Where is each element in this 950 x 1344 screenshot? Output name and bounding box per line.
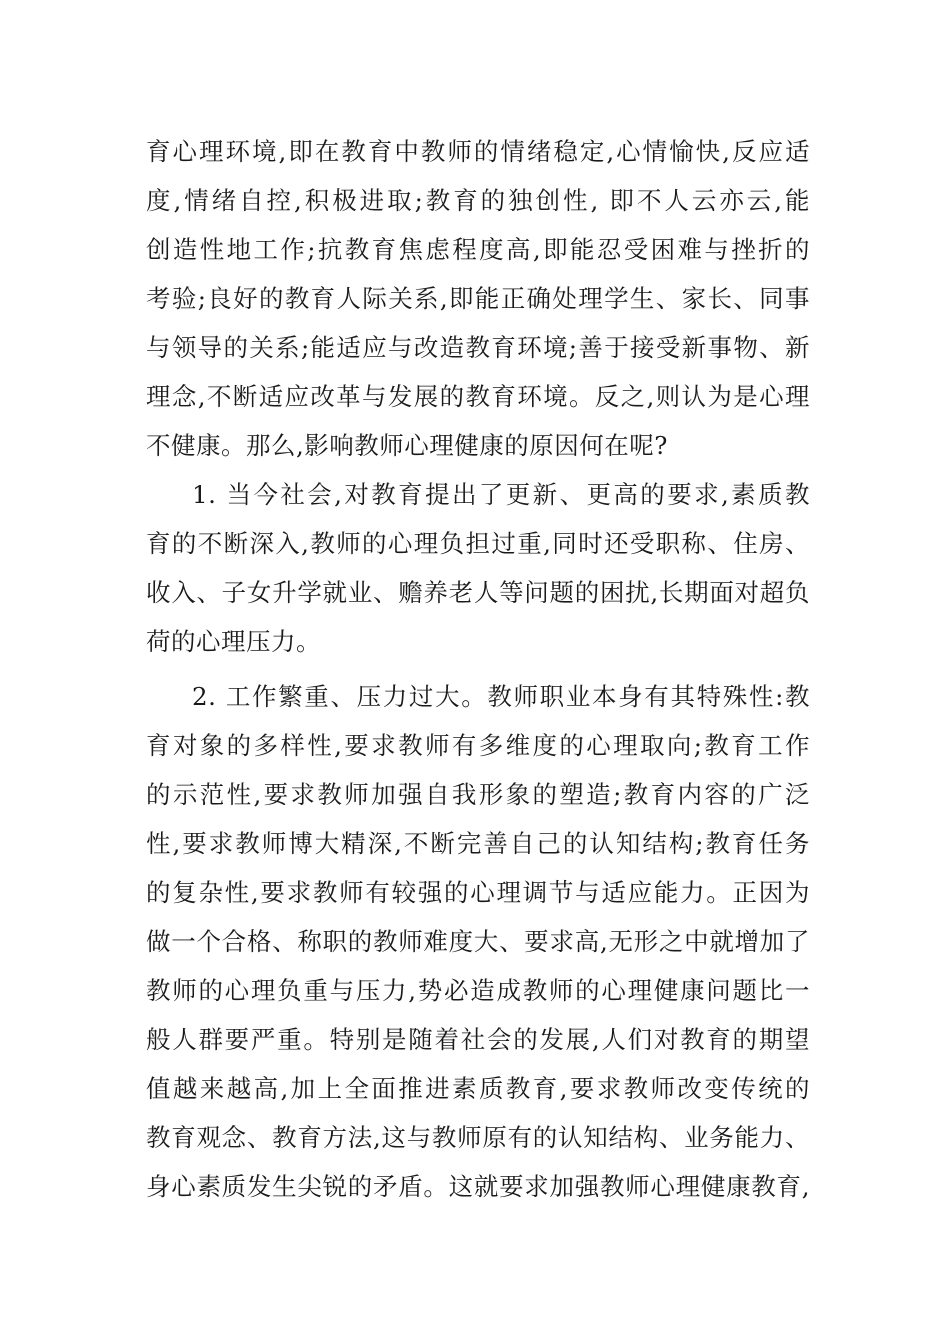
paragraph-3-line-11: 身心素质发生尖锐的矛盾。这就要求加强教师心理健康教育,	[146, 1172, 810, 1201]
paragraph-1-line-3: 创造性地工作;抗教育焦虑程度高,即能忍受困难与挫折的	[146, 235, 810, 264]
paragraph-2-line-1: 1. 当今社会,对教育提出了更新、更高的要求,素质教	[192, 480, 810, 509]
paragraph-2-line-3: 收入、子女升学就业、赡养老人等问题的困扰,长期面对超负	[146, 578, 810, 607]
paragraph-3-line-9: 值越来越高,加上全面推进素质教育,要求教师改变传统的	[146, 1074, 810, 1103]
paragraph-2-line-4: 荷的心理压力。	[146, 627, 321, 656]
paragraph-1-line-1: 育心理环境,即在教育中教师的情绪稳定,心情愉快,反应适	[146, 137, 810, 166]
paragraph-3-line-6: 做一个合格、称职的教师难度大、要求高,无形之中就增加了	[146, 927, 810, 956]
paragraph-3-line-1: 2. 工作繁重、压力过大。教师职业本身有其特殊性:教	[192, 682, 810, 711]
paragraph-3-line-5: 的复杂性,要求教师有较强的心理调节与适应能力。正因为	[146, 878, 810, 907]
paragraph-3-line-4: 性,要求教师博大精深,不断完善自己的认知结构;教育任务	[146, 829, 810, 858]
paragraph-1-line-6: 理念,不断适应改革与发展的教育环境。反之,则认为是心理	[146, 382, 810, 411]
paragraph-1-line-2: 度,情绪自控,积极进取;教育的独创性, 即不人云亦云,能	[146, 186, 810, 215]
paragraph-3-line-2: 育对象的多样性,要求教师有多维度的心理取向;教育工作	[146, 731, 810, 760]
paragraph-1-line-4: 考验;良好的教育人际关系,即能正确处理学生、家长、同事	[146, 284, 810, 313]
paragraph-1-line-7: 不健康。那么,影响教师心理健康的原因何在呢?	[146, 431, 668, 460]
paragraph-3-line-3: 的示范性,要求教师加强自我形象的塑造;教育内容的广泛	[146, 780, 810, 809]
paragraph-3-line-7: 教师的心理负重与压力,势必造成教师的心理健康问题比一	[146, 976, 810, 1005]
paragraph-3-line-10: 教育观念、教育方法,这与教师原有的认知结构、业务能力、	[146, 1123, 810, 1152]
paragraph-3-line-8: 般人群要严重。特别是随着社会的发展,人们对教育的期望	[146, 1025, 810, 1054]
paragraph-1-line-5: 与领导的关系;能适应与改造教育环境;善于接受新事物、新	[146, 333, 810, 362]
paragraph-2-line-2: 育的不断深入,教师的心理负担过重,同时还受职称、住房、	[146, 529, 810, 558]
